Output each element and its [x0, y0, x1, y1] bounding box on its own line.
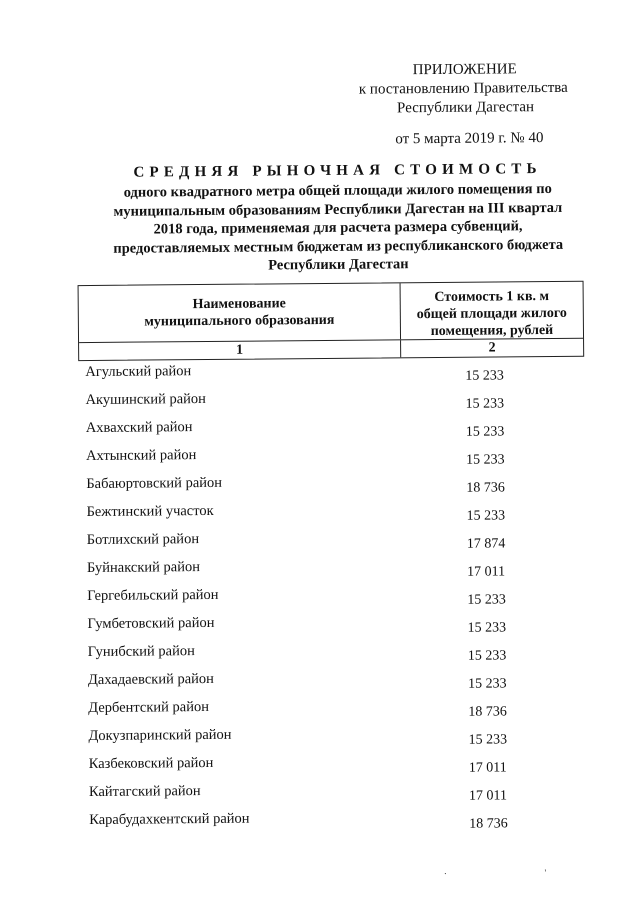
table-row — [87, 610, 587, 642]
heading-line: муниципальным образованиям Республики Дагестан на III квартал — [113, 199, 563, 220]
cost-value: 15 233 — [465, 368, 504, 384]
table-row — [85, 386, 585, 418]
cost-value: 17 011 — [468, 760, 507, 776]
table-row — [88, 722, 588, 754]
heading-line: одного квадратного метра общей площади жилого помещения по — [123, 180, 552, 201]
table-row — [86, 442, 586, 474]
municipality-name: Дербентский район — [88, 698, 210, 717]
column-number-row — [79, 338, 583, 360]
municipality-name: Дахадаевский район — [87, 670, 214, 689]
municipality-name: Казбековский район — [88, 754, 214, 773]
appendix-title: ПРИЛОЖЕНИЕ — [412, 61, 517, 79]
heading-line: 2018 года, применяемая для расчета размера субвенций, — [153, 218, 523, 238]
cost-value: 15 233 — [467, 648, 507, 664]
table-row — [89, 778, 589, 810]
municipality-name: Ботлихский район — [86, 531, 200, 549]
municipality-name: Бежтинский участок — [86, 502, 214, 521]
scan-specks: · ' — [443, 868, 547, 880]
table-row — [86, 498, 586, 530]
cost-value: 15 233 — [466, 508, 506, 524]
municipality-name: Гунибский район — [87, 643, 195, 661]
municipality-name: Кайтагский район — [88, 783, 201, 801]
municipality-name: Буйнакский район — [86, 559, 201, 577]
table-row — [89, 806, 589, 838]
cost-value: 17 874 — [466, 536, 506, 552]
cost-value: 15 233 — [465, 396, 505, 412]
table-row — [88, 666, 588, 698]
table-row — [88, 638, 588, 670]
cost-value: 15 233 — [465, 424, 505, 440]
table-row — [89, 750, 589, 782]
municipality-name: Бабаюртовский район — [86, 474, 223, 493]
table-row — [86, 414, 586, 446]
appendix-republic-line: Республики Дагестан — [396, 99, 535, 117]
column-header-name-line: Наименование — [192, 296, 286, 313]
cost-value: 15 233 — [468, 732, 508, 748]
table-body — [85, 358, 589, 838]
municipality-name: Гергебильский район — [87, 586, 219, 605]
column-header-name — [79, 283, 401, 342]
table-row — [87, 582, 587, 614]
municipality-name: Агульский район — [85, 363, 192, 381]
municipality-name: Карабудахкентский район — [89, 810, 250, 829]
heading-main: СРЕДНЯЯ РЫНОЧНАЯ СТОИМОСТЬ — [133, 161, 542, 181]
column-header-cost-line: Стоимость 1 кв. м — [434, 288, 550, 305]
cost-value: 18 736 — [469, 816, 508, 832]
column-header-name-line: муниципального образования — [144, 312, 335, 330]
column-number-1: 1 — [79, 340, 401, 360]
municipality-name: Акушинский район — [85, 390, 206, 409]
table-header — [78, 281, 585, 361]
table-row — [86, 470, 586, 502]
column-header-cost — [401, 282, 583, 340]
cost-value: 15 233 — [466, 452, 505, 468]
table-row — [88, 694, 588, 726]
cost-value: 15 233 — [467, 620, 507, 636]
cost-value: 15 233 — [467, 592, 506, 608]
heading-line: Республики Дагестан — [268, 256, 409, 274]
appendix-block — [337, 60, 598, 150]
column-header-cost-line: помещения, рублей — [430, 322, 554, 339]
cost-value: 18 736 — [466, 480, 505, 496]
cost-value: 17 011 — [467, 564, 506, 580]
cost-value: 15 233 — [467, 676, 507, 692]
column-header-cost-line: общей площади жилого — [416, 305, 567, 322]
municipality-name: Ахтынский район — [85, 447, 197, 465]
document-heading — [77, 158, 598, 277]
table-row — [87, 526, 587, 558]
cost-value: 18 736 — [468, 704, 507, 720]
heading-line: предоставляемых местным бюджетам из республиканского бюджета — [113, 236, 564, 257]
table-row — [87, 554, 587, 586]
column-number-2: 2 — [488, 340, 496, 356]
municipality-name: Гумбетовский район — [87, 614, 215, 633]
cost-value: 17 011 — [468, 788, 508, 804]
appendix-resolution-line: к постановлению Правительства — [358, 79, 568, 98]
appendix-date-number: от 5 марта 2019 г. № 40 — [395, 130, 544, 148]
municipality-name: Докузпаринский район — [88, 726, 232, 745]
table-row — [85, 358, 585, 390]
municipality-name: Ахвахский район — [85, 419, 193, 437]
